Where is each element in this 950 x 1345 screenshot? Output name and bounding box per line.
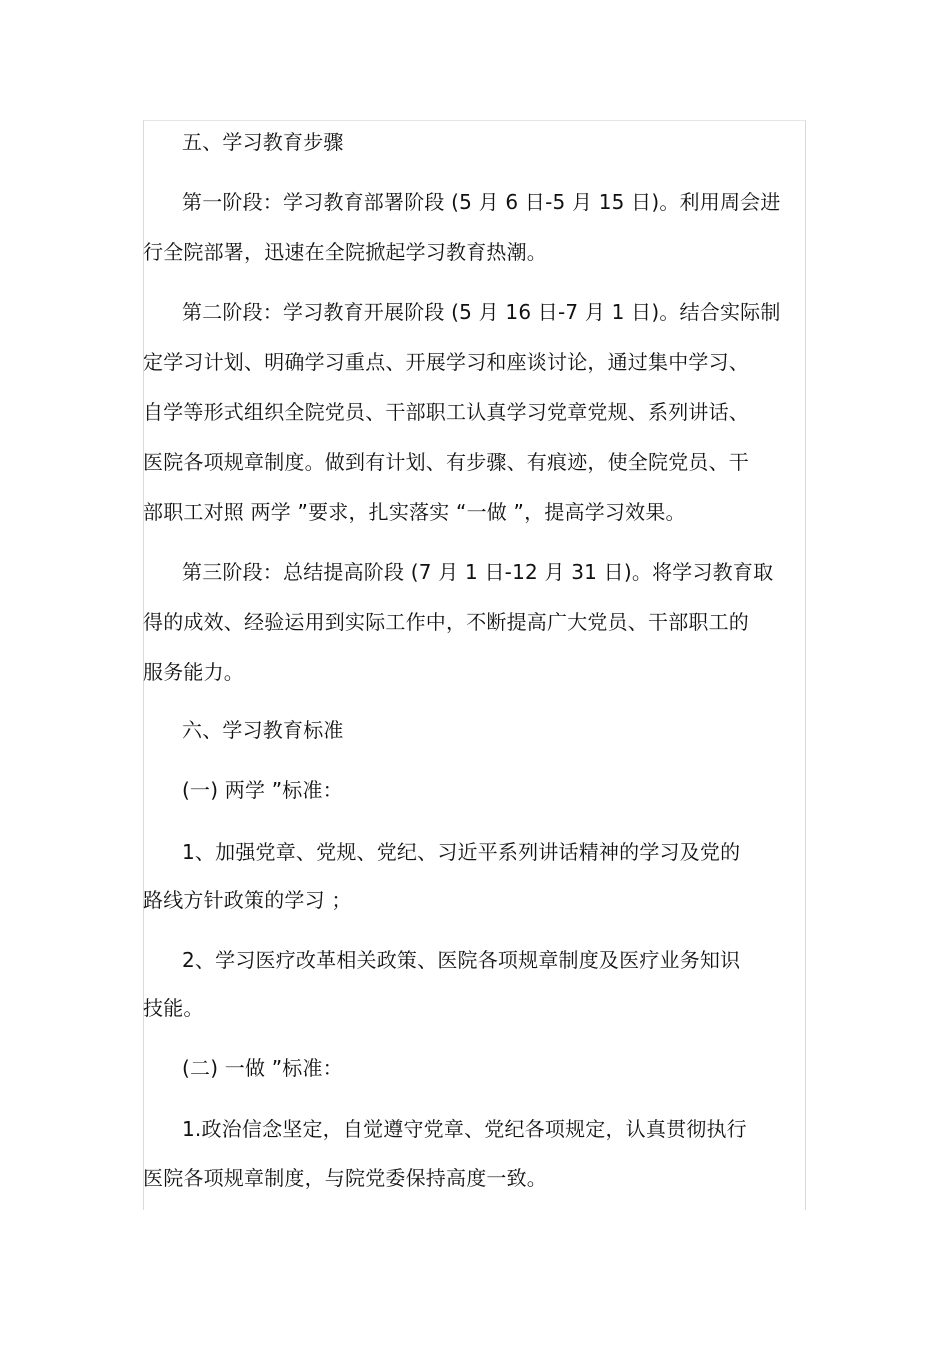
section-heading-steps: 五、学习教育步骤 [182,130,344,154]
paragraph-line: 医院各项规章制度，与院党委保持高度一致。 [143,1166,547,1190]
paragraph-line: 2、学习医疗改革相关政策、医院各项规章制度及医疗业务知识 [182,948,741,972]
paragraph-line: 技能。 [143,996,204,1020]
subheading-one-action: (二) 一做 ”标准： [182,1056,343,1080]
section-heading-standards: 六、学习教育标准 [182,718,344,742]
paragraph-line: 部职工对照 两学 ”要求，扎实落实 “一做 ”，提高学习效果。 [143,500,686,524]
paragraph-line: 医院各项规章制度。做到有计划、有步骤、有痕迹，使全院党员、干 [143,450,749,474]
paragraph-line: 第二阶段：学习教育开展阶段 (5 月 16 日-7 月 1 日)。结合实际制 [182,300,781,324]
paragraph-line: 自学等形式组织全院党员、干部职工认真学习党章党规、系列讲话、 [143,400,749,424]
paragraph-line: 第三阶段：总结提高阶段 (7 月 1 日-12 月 31 日)。将学习教育取 [182,560,774,584]
subheading-two-studies: (一) 两学 ”标准： [182,778,343,802]
paragraph-line: 定学习计划、明确学习重点、开展学习和座谈讨论，通过集中学习、 [143,350,749,374]
paragraph-line: 服务能力。 [143,660,244,684]
paragraph-line: 第一阶段：学习教育部署阶段 (5 月 6 日-5 月 15 日)。利用周会进 [182,190,781,214]
paragraph-line: 得的成效、经验运用到实际工作中，不断提高广大党员、干部职工的 [143,610,749,634]
paragraph-line: 路线方针政策的学习 ； [143,888,352,912]
paragraph-line: 1、加强党章、党规、党纪、习近平系列讲话精神的学习及党的 [182,840,741,864]
paragraph-line: 1.政治信念坚定，自觉遵守党章、党纪各项规定，认真贯彻执行 [182,1117,747,1141]
paragraph-line: 行全院部署，迅速在全院掀起学习教育热潮。 [143,240,547,264]
